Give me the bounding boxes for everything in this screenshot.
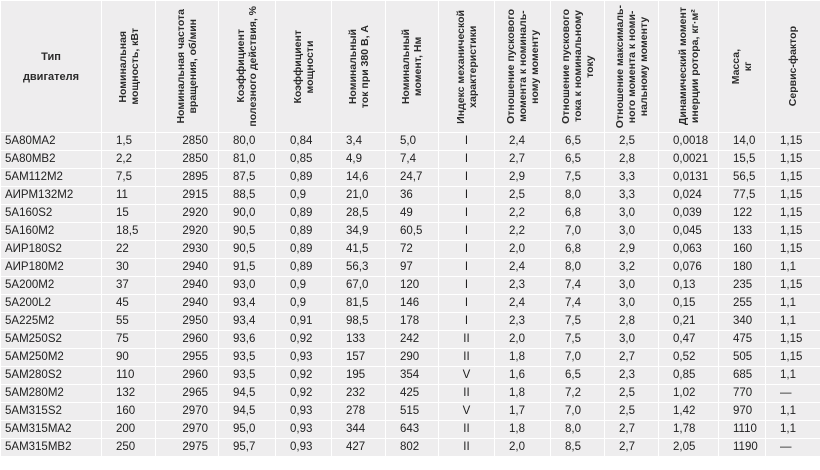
cell-power-factor: 0,9 [276, 187, 332, 205]
cell-rated-power: 22 [102, 241, 156, 259]
cell-rotor-inertia: 0,15 [659, 295, 719, 313]
cell-starting-current-ratio: 6,5 [551, 133, 605, 151]
cell-max-torque-ratio: 2,7 [605, 421, 659, 439]
cell-starting-torque-ratio: 2,5 [495, 187, 551, 205]
cell-rated-current: 81,5 [332, 295, 386, 313]
cell-motor-type: 5АМ315МВ2 [1, 439, 102, 457]
cell-rated-torque: 290 [386, 349, 439, 367]
cell-rotor-inertia: 2,05 [659, 439, 719, 457]
cell-starting-current-ratio: 8,0 [551, 187, 605, 205]
cell-rated-power: 250 [102, 439, 156, 457]
cell-rated-current: 195 [332, 367, 386, 385]
cell-rotor-inertia: 1,02 [659, 385, 719, 403]
cell-rated-speed: 2940 [156, 277, 219, 295]
cell-rated-current: 98,5 [332, 313, 386, 331]
cell-starting-torque-ratio: 2,0 [495, 241, 551, 259]
cell-rated-power: 15 [102, 205, 156, 223]
cell-rated-power: 2,2 [102, 151, 156, 169]
cell-motor-type: 5АМ315МА2 [1, 421, 102, 439]
cell-rated-current: 4,9 [332, 151, 386, 169]
cell-mass: 475 [719, 331, 766, 349]
cell-efficiency: 91,5 [219, 259, 276, 277]
cell-rated-torque: 49 [386, 205, 439, 223]
cell-service-factor: — [766, 385, 820, 403]
cell-rated-speed: 2975 [156, 439, 219, 457]
cell-max-torque-ratio: 2,3 [605, 367, 659, 385]
cell-motor-type: 5А200L2 [1, 295, 102, 313]
cell-motor-type: 5АМ112М2 [1, 169, 102, 187]
table-row [1, 367, 820, 385]
cell-starting-torque-ratio: 1,7 [495, 403, 551, 421]
table-row [1, 241, 820, 259]
cell-rated-speed: 2970 [156, 403, 219, 421]
table-row [1, 421, 820, 439]
cell-service-factor: 1,15 [766, 205, 820, 223]
cell-mass: 970 [719, 403, 766, 421]
cell-rated-torque: 178 [386, 313, 439, 331]
cell-rated-power: 30 [102, 259, 156, 277]
cell-rated-current: 14,6 [332, 169, 386, 187]
cell-mass: 1190 [719, 439, 766, 457]
cell-service-factor: 1,15 [766, 223, 820, 241]
cell-power-factor: 0,92 [276, 385, 332, 403]
cell-mass: 340 [719, 313, 766, 331]
header-rated-speed: Номинальная частота вращения, об/мин [156, 1, 219, 133]
cell-rated-torque: 7,4 [386, 151, 439, 169]
cell-service-factor: 1,15 [766, 277, 820, 295]
cell-rated-power: 200 [102, 421, 156, 439]
cell-mass: 56,5 [719, 169, 766, 187]
cell-rated-current: 232 [332, 385, 386, 403]
cell-starting-torque-ratio: 2,4 [495, 259, 551, 277]
cell-rotor-inertia: 0,13 [659, 277, 719, 295]
cell-rated-power: 55 [102, 313, 156, 331]
cell-max-torque-ratio: 2,5 [605, 385, 659, 403]
cell-max-torque-ratio: 3,3 [605, 187, 659, 205]
cell-rated-speed: 2950 [156, 313, 219, 331]
cell-motor-type: 5АМ280S2 [1, 367, 102, 385]
header-mass: Масса, кг [719, 1, 766, 133]
cell-max-torque-ratio: 2,8 [605, 151, 659, 169]
cell-rated-power: 90 [102, 349, 156, 367]
cell-max-torque-ratio: 2,5 [605, 133, 659, 151]
cell-motor-type: 5А160S2 [1, 205, 102, 223]
cell-mass: 77,5 [719, 187, 766, 205]
cell-starting-torque-ratio: 2,0 [495, 331, 551, 349]
cell-rotor-inertia: 0,0021 [659, 151, 719, 169]
cell-rated-power: 37 [102, 277, 156, 295]
cell-rated-current: 34,9 [332, 223, 386, 241]
cell-power-factor: 0,93 [276, 349, 332, 367]
cell-rated-torque: 60,5 [386, 223, 439, 241]
cell-mechanical-index: I [439, 223, 495, 241]
cell-rated-power: 75 [102, 331, 156, 349]
cell-efficiency: 94,5 [219, 403, 276, 421]
cell-rated-torque: 36 [386, 187, 439, 205]
cell-mass: 160 [719, 241, 766, 259]
cell-starting-torque-ratio: 2,0 [495, 439, 551, 457]
cell-service-factor: 1,15 [766, 349, 820, 367]
table-row [1, 259, 820, 277]
cell-starting-current-ratio: 8,5 [551, 439, 605, 457]
cell-motor-type: 5АМ315S2 [1, 403, 102, 421]
cell-max-torque-ratio: 2,7 [605, 349, 659, 367]
cell-max-torque-ratio: 2,5 [605, 403, 659, 421]
header-rotor-inertia: Динамический момент инерции ротора, кг·м² [659, 1, 719, 133]
cell-power-factor: 0,93 [276, 439, 332, 457]
cell-starting-torque-ratio: 2,7 [495, 151, 551, 169]
cell-efficiency: 90,5 [219, 223, 276, 241]
header-rated-power: Номинальная мощность, кВт [102, 1, 156, 133]
cell-starting-current-ratio: 8,0 [551, 421, 605, 439]
cell-starting-torque-ratio: 2,9 [495, 169, 551, 187]
cell-max-torque-ratio: 3,2 [605, 259, 659, 277]
cell-motor-type: 5А225М2 [1, 313, 102, 331]
cell-rated-speed: 2960 [156, 331, 219, 349]
cell-starting-current-ratio: 7,4 [551, 277, 605, 295]
cell-mass: 1110 [719, 421, 766, 439]
cell-starting-current-ratio: 8,0 [551, 259, 605, 277]
cell-rated-speed: 2940 [156, 295, 219, 313]
cell-rated-speed: 2930 [156, 241, 219, 259]
table-row [1, 133, 820, 151]
cell-rated-current: 41,5 [332, 241, 386, 259]
cell-starting-torque-ratio: 2,2 [495, 223, 551, 241]
cell-starting-torque-ratio: 1,8 [495, 349, 551, 367]
cell-max-torque-ratio: 3,0 [605, 223, 659, 241]
table-row [1, 295, 820, 313]
cell-motor-type: 5АМ250М2 [1, 349, 102, 367]
cell-rotor-inertia: 0,076 [659, 259, 719, 277]
cell-max-torque-ratio: 2,8 [605, 313, 659, 331]
cell-starting-torque-ratio: 2,2 [495, 205, 551, 223]
cell-starting-current-ratio: 7,0 [551, 403, 605, 421]
cell-rated-torque: 425 [386, 385, 439, 403]
cell-rated-current: 56,3 [332, 259, 386, 277]
cell-starting-current-ratio: 6,5 [551, 151, 605, 169]
cell-service-factor: 1,15 [766, 169, 820, 187]
cell-rated-torque: 72 [386, 241, 439, 259]
cell-service-factor: 1,15 [766, 187, 820, 205]
cell-efficiency: 93,4 [219, 313, 276, 331]
cell-rated-speed: 2895 [156, 169, 219, 187]
cell-service-factor: 1,1 [766, 313, 820, 331]
cell-efficiency: 80,0 [219, 133, 276, 151]
cell-mechanical-index: I [439, 151, 495, 169]
cell-rated-current: 67,0 [332, 277, 386, 295]
cell-efficiency: 90,5 [219, 241, 276, 259]
cell-power-factor: 0,89 [276, 169, 332, 187]
cell-rated-current: 427 [332, 439, 386, 457]
cell-rated-current: 157 [332, 349, 386, 367]
cell-rated-speed: 2920 [156, 223, 219, 241]
cell-motor-type: АИРМ132М2 [1, 187, 102, 205]
cell-motor-type: 5А80МА2 [1, 133, 102, 151]
cell-mechanical-index: I [439, 205, 495, 223]
cell-starting-current-ratio: 7,0 [551, 349, 605, 367]
header-rated-current: Номинальный ток при 380 В, А [332, 1, 386, 133]
cell-rated-speed: 2940 [156, 259, 219, 277]
cell-max-torque-ratio: 3,0 [605, 295, 659, 313]
cell-rotor-inertia: 0,0018 [659, 133, 719, 151]
table-row [1, 331, 820, 349]
cell-starting-current-ratio: 7,5 [551, 313, 605, 331]
cell-mass: 255 [719, 295, 766, 313]
table-row [1, 223, 820, 241]
cell-rotor-inertia: 0,039 [659, 205, 719, 223]
cell-rated-power: 7,5 [102, 169, 156, 187]
cell-efficiency: 93,4 [219, 295, 276, 313]
cell-starting-current-ratio: 6,8 [551, 241, 605, 259]
cell-mass: 505 [719, 349, 766, 367]
cell-power-factor: 0,89 [276, 259, 332, 277]
cell-starting-current-ratio: 6,8 [551, 205, 605, 223]
table-row [1, 385, 820, 403]
cell-rotor-inertia: 0,063 [659, 241, 719, 259]
cell-rated-torque: 802 [386, 439, 439, 457]
cell-starting-current-ratio: 7,5 [551, 331, 605, 349]
cell-efficiency: 93,0 [219, 277, 276, 295]
cell-rated-power: 45 [102, 295, 156, 313]
cell-rated-power: 18,5 [102, 223, 156, 241]
cell-rated-speed: 2970 [156, 421, 219, 439]
cell-motor-type: 5А80МВ2 [1, 151, 102, 169]
header-service-factor: Сервис-фактор [766, 1, 820, 133]
cell-efficiency: 93,6 [219, 331, 276, 349]
cell-rated-torque: 24,7 [386, 169, 439, 187]
cell-rotor-inertia: 0,045 [659, 223, 719, 241]
cell-starting-torque-ratio: 1,8 [495, 421, 551, 439]
cell-power-factor: 0,92 [276, 367, 332, 385]
cell-service-factor: 1,1 [766, 295, 820, 313]
cell-max-torque-ratio: 2,7 [605, 439, 659, 457]
cell-mechanical-index: I [439, 295, 495, 313]
header-rated-torque: Номинальный момент, Нм [386, 1, 439, 133]
cell-rated-torque: 354 [386, 367, 439, 385]
cell-efficiency: 95,7 [219, 439, 276, 457]
cell-mechanical-index: I [439, 187, 495, 205]
cell-mechanical-index: V [439, 403, 495, 421]
cell-power-factor: 0,93 [276, 403, 332, 421]
cell-rated-torque: 643 [386, 421, 439, 439]
cell-power-factor: 0,93 [276, 421, 332, 439]
cell-starting-torque-ratio: 2,4 [495, 133, 551, 151]
table-row [1, 349, 820, 367]
cell-mechanical-index: I [439, 169, 495, 187]
cell-max-torque-ratio: 3,0 [605, 205, 659, 223]
table-row [1, 151, 820, 169]
cell-rotor-inertia: 1,42 [659, 403, 719, 421]
cell-rated-speed: 2955 [156, 349, 219, 367]
cell-efficiency: 88,5 [219, 187, 276, 205]
cell-service-factor: 1,1 [766, 367, 820, 385]
cell-rated-torque: 97 [386, 259, 439, 277]
cell-efficiency: 93,5 [219, 349, 276, 367]
cell-efficiency: 94,5 [219, 385, 276, 403]
cell-rated-current: 278 [332, 403, 386, 421]
cell-motor-type: 5АМ280М2 [1, 385, 102, 403]
cell-rated-current: 3,4 [332, 133, 386, 151]
cell-mechanical-index: II [439, 385, 495, 403]
cell-mechanical-index: II [439, 439, 495, 457]
cell-efficiency: 81,0 [219, 151, 276, 169]
cell-rotor-inertia: 0,47 [659, 331, 719, 349]
cell-service-factor: — [766, 439, 820, 457]
cell-rated-torque: 5,0 [386, 133, 439, 151]
cell-motor-type: 5АМ250S2 [1, 331, 102, 349]
table-row [1, 313, 820, 331]
cell-rated-torque: 120 [386, 277, 439, 295]
cell-rated-current: 133 [332, 331, 386, 349]
cell-power-factor: 0,89 [276, 205, 332, 223]
cell-rated-speed: 2960 [156, 367, 219, 385]
cell-rated-power: 11 [102, 187, 156, 205]
cell-starting-current-ratio: 6,5 [551, 367, 605, 385]
cell-power-factor: 0,9 [276, 295, 332, 313]
cell-rated-torque: 242 [386, 331, 439, 349]
cell-rated-speed: 2850 [156, 133, 219, 151]
cell-max-torque-ratio: 3,0 [605, 277, 659, 295]
cell-motor-type: АИР180S2 [1, 241, 102, 259]
cell-mass: 133 [719, 223, 766, 241]
table-row [1, 403, 820, 421]
table-row [1, 277, 820, 295]
cell-power-factor: 0,9 [276, 277, 332, 295]
cell-efficiency: 90,0 [219, 205, 276, 223]
cell-power-factor: 0,89 [276, 241, 332, 259]
cell-service-factor: 1,15 [766, 133, 820, 151]
cell-starting-torque-ratio: 1,6 [495, 367, 551, 385]
cell-service-factor: 1,1 [766, 403, 820, 421]
cell-max-torque-ratio: 3,3 [605, 169, 659, 187]
cell-mechanical-index: V [439, 367, 495, 385]
cell-mass: 122 [719, 205, 766, 223]
cell-power-factor: 0,91 [276, 313, 332, 331]
cell-rotor-inertia: 0,52 [659, 349, 719, 367]
cell-rated-current: 28,5 [332, 205, 386, 223]
cell-rated-speed: 2850 [156, 151, 219, 169]
cell-mass: 235 [719, 277, 766, 295]
cell-rotor-inertia: 0,21 [659, 313, 719, 331]
header-starting-current-ratio: Отношение пускового тока к номинальному току [551, 1, 605, 133]
cell-rated-speed: 2915 [156, 187, 219, 205]
cell-starting-current-ratio: 7,2 [551, 385, 605, 403]
cell-power-factor: 0,85 [276, 151, 332, 169]
cell-efficiency: 93,5 [219, 367, 276, 385]
cell-starting-torque-ratio: 2,4 [495, 295, 551, 313]
cell-service-factor: 1,15 [766, 151, 820, 169]
cell-mass: 180 [719, 259, 766, 277]
cell-mass: 770 [719, 385, 766, 403]
table-row [1, 205, 820, 223]
cell-starting-torque-ratio: 2,3 [495, 313, 551, 331]
cell-rotor-inertia: 0,0131 [659, 169, 719, 187]
cell-starting-current-ratio: 7,4 [551, 295, 605, 313]
cell-rated-power: 1,5 [102, 133, 156, 151]
header-starting-torque-ratio: Отношение пускового момента к номиналь- ному моменту [495, 1, 551, 133]
cell-mechanical-index: I [439, 259, 495, 277]
cell-mass: 14,0 [719, 133, 766, 151]
cell-rotor-inertia: 1,78 [659, 421, 719, 439]
cell-mechanical-index: I [439, 277, 495, 295]
header-row [1, 1, 820, 133]
cell-motor-type: 5А160М2 [1, 223, 102, 241]
cell-service-factor: 1,15 [766, 241, 820, 259]
cell-rated-torque: 515 [386, 403, 439, 421]
cell-motor-type: 5А200М2 [1, 277, 102, 295]
cell-rated-power: 132 [102, 385, 156, 403]
cell-mass: 15,5 [719, 151, 766, 169]
cell-mechanical-index: II [439, 349, 495, 367]
cell-starting-current-ratio: 7,0 [551, 223, 605, 241]
table-row [1, 439, 820, 457]
cell-mass: 685 [719, 367, 766, 385]
cell-service-factor: 1,15 [766, 331, 820, 349]
cell-rotor-inertia: 0,85 [659, 367, 719, 385]
cell-motor-type: АИР180М2 [1, 259, 102, 277]
cell-starting-torque-ratio: 1,8 [495, 385, 551, 403]
cell-mechanical-index: II [439, 331, 495, 349]
cell-rated-power: 110 [102, 367, 156, 385]
cell-rated-speed: 2965 [156, 385, 219, 403]
cell-service-factor: 1,1 [766, 259, 820, 277]
cell-efficiency: 87,5 [219, 169, 276, 187]
cell-efficiency: 95,0 [219, 421, 276, 439]
cell-rated-current: 344 [332, 421, 386, 439]
cell-rated-current: 21,0 [332, 187, 386, 205]
header-max-torque-ratio: Отношение максималь- ного момента к номи- нальному моменту [605, 1, 659, 133]
header-power-factor: Коэффициент мощности [276, 1, 332, 133]
cell-max-torque-ratio: 3,0 [605, 331, 659, 349]
cell-max-torque-ratio: 2,9 [605, 241, 659, 259]
cell-power-factor: 0,92 [276, 331, 332, 349]
cell-starting-torque-ratio: 2,3 [495, 277, 551, 295]
cell-rated-power: 160 [102, 403, 156, 421]
header-mechanical-index: Индекс механической характеристики [439, 1, 495, 133]
cell-power-factor: 0,84 [276, 133, 332, 151]
cell-rated-speed: 2920 [156, 205, 219, 223]
cell-mechanical-index: I [439, 313, 495, 331]
table-row [1, 187, 820, 205]
cell-rotor-inertia: 0,024 [659, 187, 719, 205]
cell-mechanical-index: I [439, 241, 495, 259]
cell-power-factor: 0,89 [276, 223, 332, 241]
cell-rated-torque: 146 [386, 295, 439, 313]
header-motor-type: Тип двигателя [1, 1, 102, 133]
cell-mechanical-index: II [439, 421, 495, 439]
cell-mechanical-index: I [439, 133, 495, 151]
cell-service-factor: 1,1 [766, 421, 820, 439]
cell-starting-current-ratio: 7,5 [551, 169, 605, 187]
header-efficiency: Коэффициент полезного действия, % [219, 1, 276, 133]
table-row [1, 169, 820, 187]
